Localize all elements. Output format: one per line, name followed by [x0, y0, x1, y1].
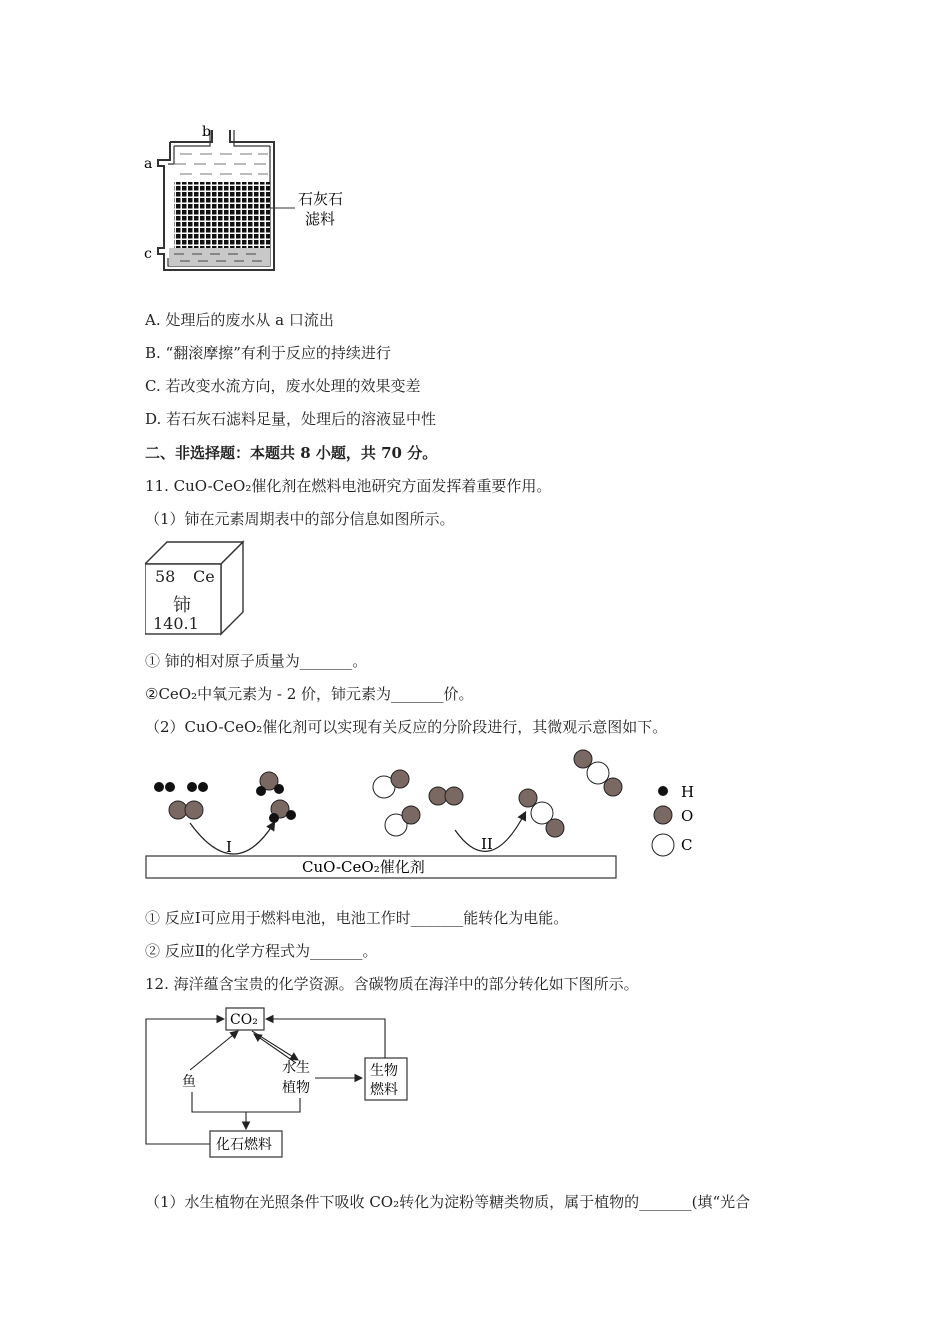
q11-sub4: ② 反应Ⅱ的化学方程式为_______。 — [145, 942, 378, 960]
plant-line2: 植物 — [282, 1080, 310, 1096]
plant-line1: 水生 — [282, 1060, 310, 1076]
element-name: 铈 — [173, 595, 191, 616]
filter-label-line1: 石灰石 — [298, 190, 344, 208]
carbon-cycle-figure — [140, 1000, 420, 1165]
fish-label: 鱼 — [182, 1074, 196, 1090]
q12-stem: 12. 海洋蕴含宝贵的化学资源。含碳物质在海洋中的部分转化如下图所示。 — [145, 975, 639, 993]
option-a: A. 处理后的废水从 a 口流出 — [145, 311, 334, 329]
option-d: D. 若石灰石滤料足量，处理后的溶液显中性 — [145, 410, 437, 428]
q11-sub3: ① 反应Ⅰ可应用于燃料电池，电池工作时_______能转化为电能。 — [145, 909, 569, 927]
q11-part2: （2）CuO-CeO₂催化剂可以实现有关反应的分阶段进行，其微观示意图如下。 — [145, 718, 668, 736]
biofuel-line1: 生物 — [370, 1063, 398, 1079]
option-c: C. 若改变水流方向，废水处理的效果变差 — [145, 377, 421, 395]
element-number: 58 — [155, 567, 176, 586]
element-cell — [145, 540, 245, 636]
label-b: b — [202, 124, 211, 140]
legend-c: C — [681, 836, 693, 854]
q11-part1: （1）铈在元素周期表中的部分信息如图所示。 — [145, 510, 455, 528]
step-1-label: I — [226, 838, 232, 856]
legend-o: O — [681, 807, 694, 825]
label-a: a — [144, 156, 153, 172]
element-mass: 140.1 — [153, 614, 199, 633]
filter-label-line2: 滤料 — [305, 210, 336, 228]
option-b: B. “翻滚摩擦”有利于反应的持续进行 — [145, 344, 391, 362]
fossil-box: 化石燃料 — [216, 1137, 272, 1153]
catalyst-label: CuO-CeO₂催化剂 — [302, 858, 425, 876]
element-symbol: Ce — [193, 567, 215, 586]
section-heading: 二、非选择题：本题共 8 小题，共 70 分。 — [145, 444, 438, 462]
legend-h: H — [681, 783, 695, 801]
filter-tank-figure — [140, 120, 370, 285]
catalyst-micro-figure — [140, 745, 720, 885]
q11-sub1: ① 铈的相对原子质量为_______。 — [145, 652, 368, 670]
biofuel-line2: 燃料 — [370, 1082, 398, 1098]
label-c: c — [144, 246, 152, 262]
co2-box: CO₂ — [230, 1012, 258, 1028]
q12-part1: （1）水生植物在光照条件下吸收 CO₂转化为淀粉等糖类物质，属于植物的_______(填“光合 — [145, 1193, 751, 1211]
q11-stem: 11. CuO-CeO₂催化剂在燃料电池研究方面发挥着重要作用。 — [145, 477, 552, 495]
step-2-label: II — [481, 835, 493, 853]
q11-sub2: ②CeO₂中氧元素为 - 2 价，铈元素为_______价。 — [145, 685, 474, 703]
